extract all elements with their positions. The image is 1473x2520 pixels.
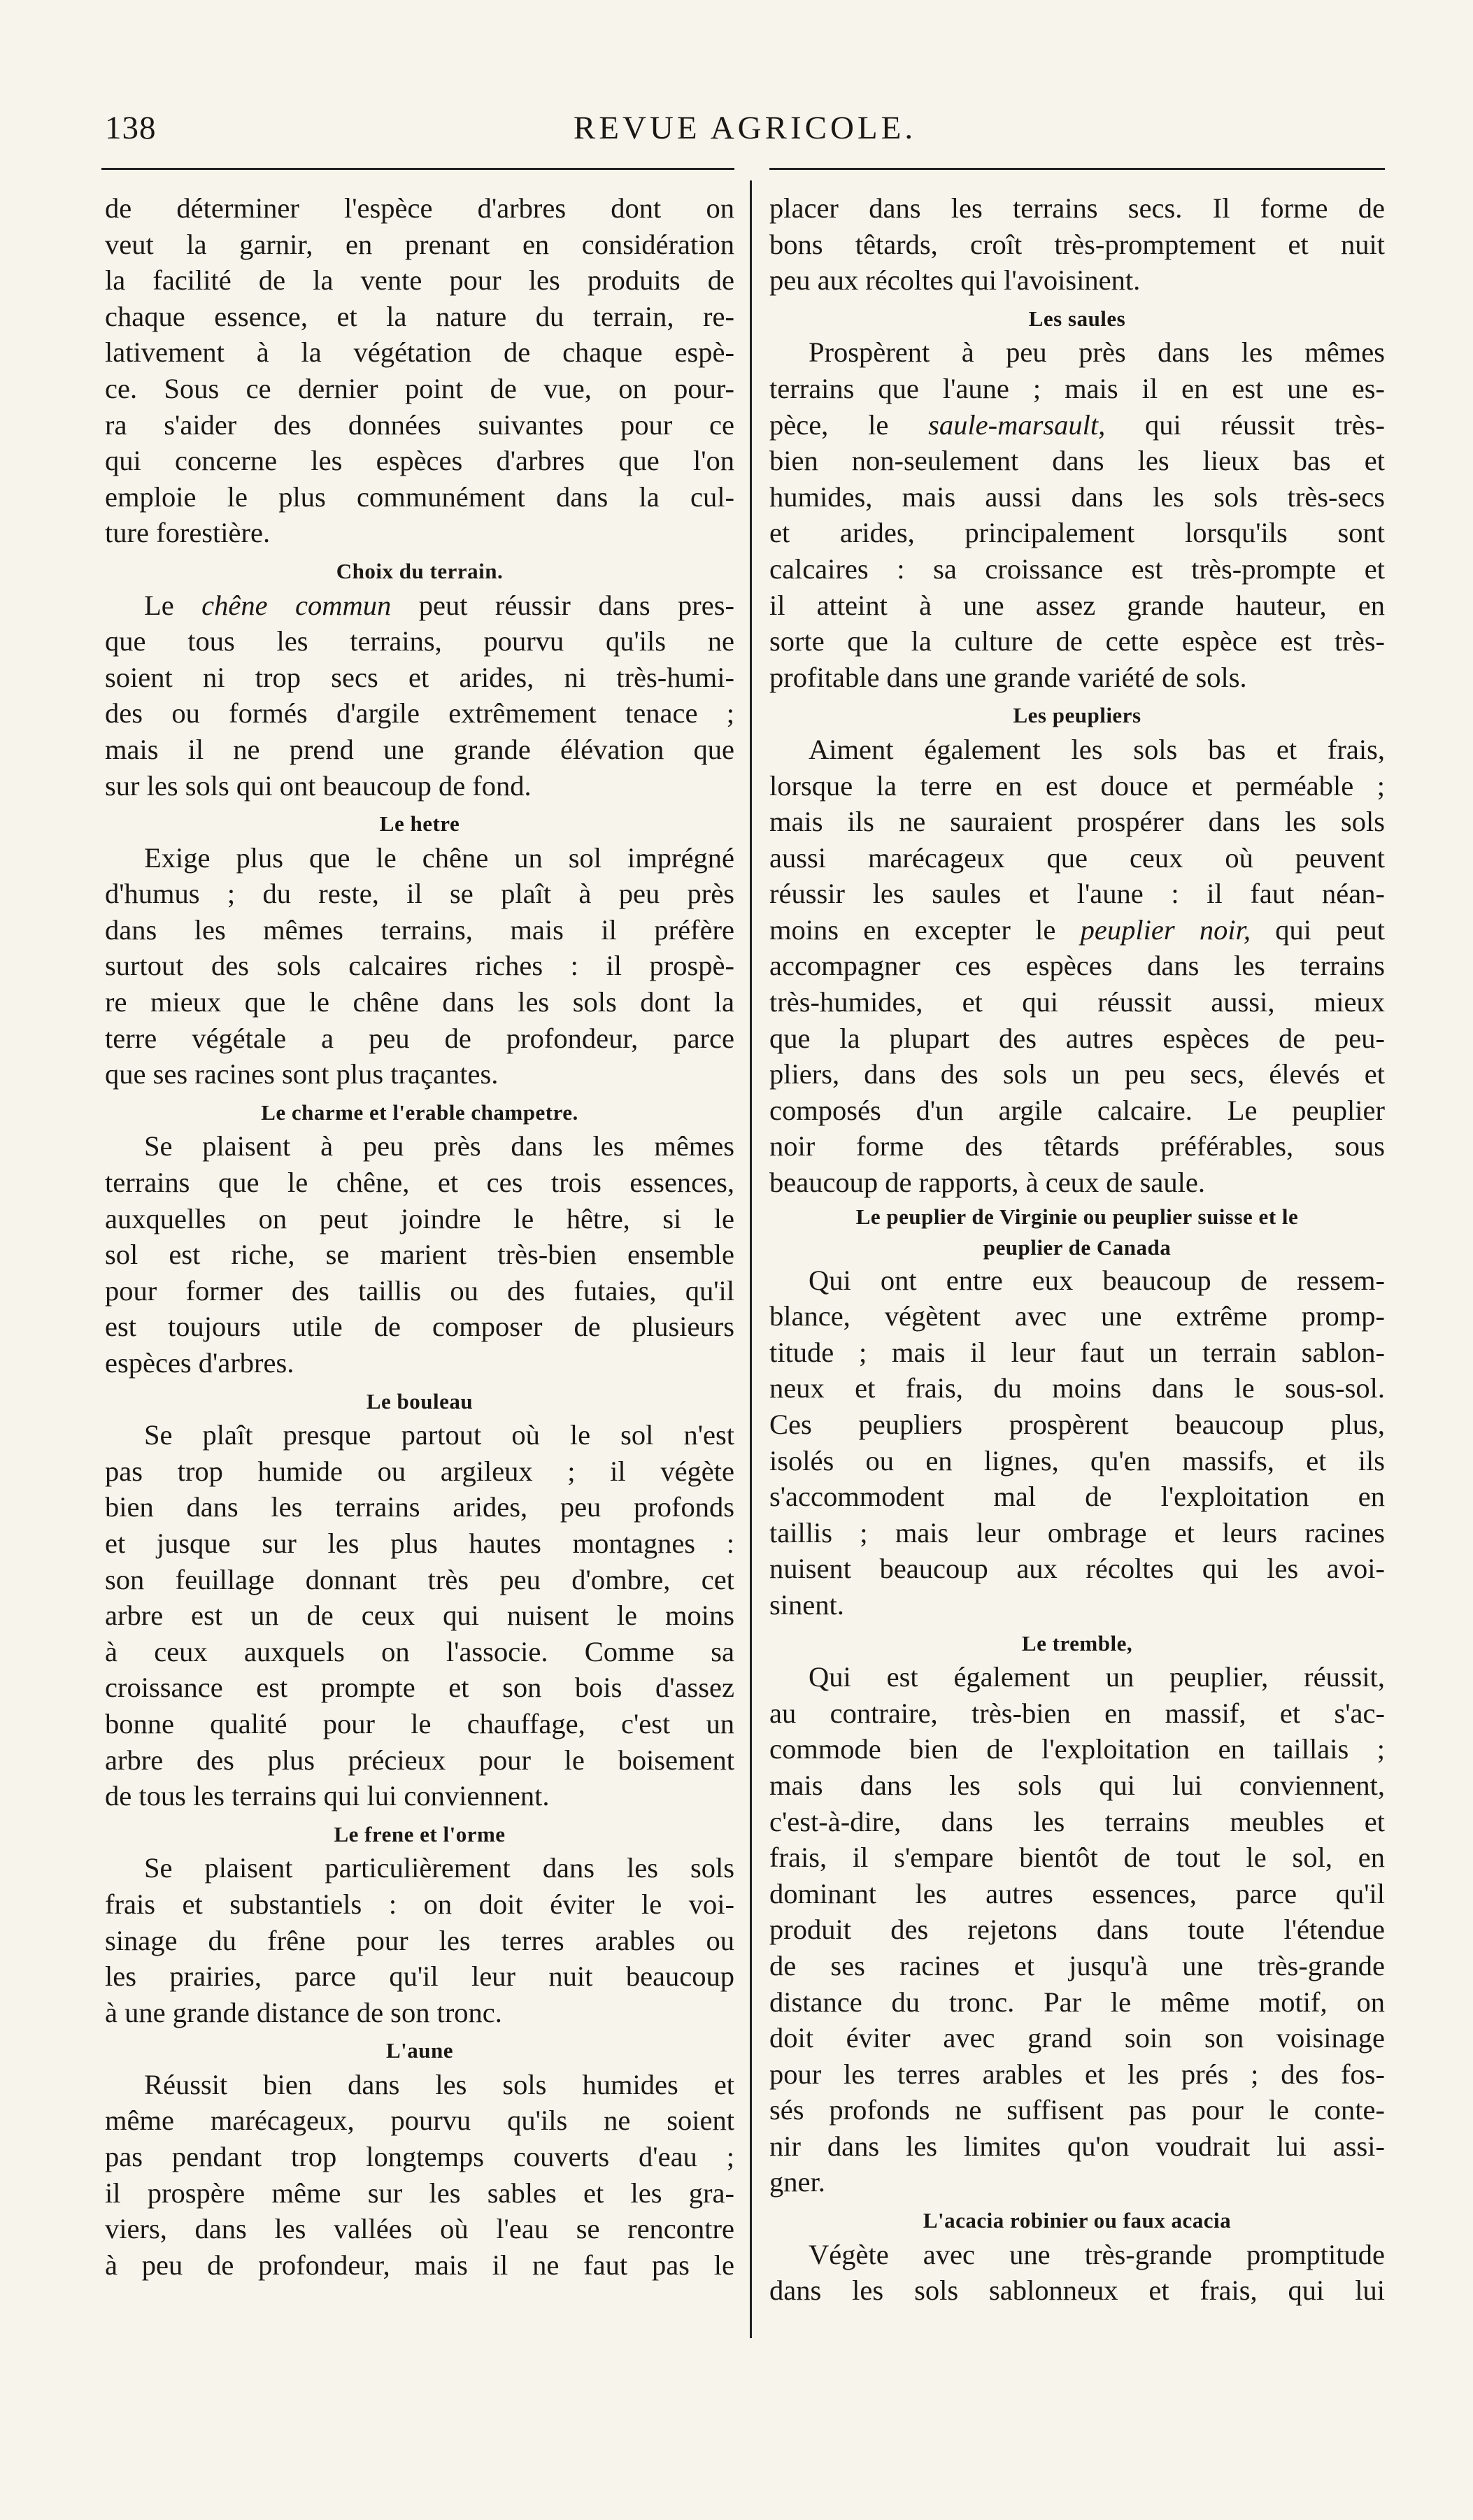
text-line: calcaires : sa croissance est très-prompte et xyxy=(769,553,1385,585)
text-line: c'est-à-dire, dans les terrains meubles et xyxy=(769,1805,1385,1837)
text-line: les prairies, parce qu'il leur nuit beaucoup xyxy=(105,1960,734,1993)
text-line: bien non-seulement dans les lieux bas et xyxy=(769,445,1385,477)
section-heading: Le bouleau xyxy=(366,1388,474,1414)
text-line: humides, mais aussi dans les sols très-secs xyxy=(769,480,1385,513)
text-line: titude ; mais il leur faut un terrain sablon- xyxy=(769,1336,1385,1368)
text-line: nuisent beaucoup aux récoltes qui les avoi- xyxy=(769,1553,1385,1585)
text-line: mais dans les sols qui lui conviennent, xyxy=(769,1769,1385,1801)
text-line: pèce, le saule-marsault, qui réussit très- xyxy=(769,408,1385,441)
text-line: au contraire, très-bien en massif, et s'ac- xyxy=(769,1697,1385,1729)
text-line: d'humus ; du reste, il se plaît à peu près xyxy=(105,878,734,910)
text-line: croissance est prompte et son bois d'assez xyxy=(105,1672,734,1704)
header-rule-right xyxy=(769,168,1385,170)
text-line: sinage du frêne pour les terres arables ou xyxy=(105,1924,734,1956)
text-line: Qui est également un peuplier, réussit, xyxy=(809,1661,1385,1693)
text-line: mais ils ne sauraient prospérer dans les sols xyxy=(769,806,1385,838)
text-line: pliers, dans des sols un peu secs, élevés et xyxy=(769,1058,1385,1090)
header-rule-left xyxy=(101,168,734,170)
italic-term: chêne commun xyxy=(201,589,392,621)
text-line: lativement à la végétation de chaque espè- xyxy=(105,336,734,369)
text-line: viers, dans les vallées où l'eau se rencontre xyxy=(105,2213,734,2245)
text-line: gner. xyxy=(769,2166,825,2198)
right-column xyxy=(769,190,1385,2309)
section-heading: Les peupliers xyxy=(1013,703,1141,728)
text-line: il prospère même sur les sables et les gra- xyxy=(105,2177,734,2209)
text-line: doit éviter avec grand soin son voisinage xyxy=(769,2022,1385,2054)
text-line: auxquelles on peut joindre le hêtre, si le xyxy=(105,1202,734,1234)
text-line: re mieux que le chêne dans les sols dont la xyxy=(105,986,734,1018)
text-line: commode bien de l'exploitation en taillais ; xyxy=(769,1733,1385,1765)
text-line: de déterminer l'espèce d'arbres dont on xyxy=(105,192,734,224)
text-line: mais il ne prend une grande élévation que xyxy=(105,733,734,765)
text-line: des ou formés d'argile extrêmement tenace ; xyxy=(105,697,734,729)
running-head: REVUE AGRICOLE. xyxy=(573,110,917,146)
text-line: que ses racines sont plus traçantes. xyxy=(105,1058,499,1090)
text-line: blance, végètent avec une extrême promp- xyxy=(769,1300,1385,1332)
text-line: composés d'un argile calcaire. Le peuplier xyxy=(769,1094,1385,1126)
text-line: que tous les terrains, pourvu qu'ils ne xyxy=(105,625,734,657)
text-line: sinent. xyxy=(769,1588,844,1621)
text-line: Aiment également les sols bas et frais, xyxy=(809,733,1385,765)
text-line: à une grande distance de son tronc. xyxy=(105,1996,502,2028)
section-heading: L'acacia robinier ou faux acacia xyxy=(923,2208,1232,2233)
section-heading: Les saules xyxy=(1028,306,1126,331)
column-divider xyxy=(750,180,752,2338)
text-line: sur les sols qui ont beaucoup de fond. xyxy=(105,769,532,802)
text-line: pas trop humide ou argileux ; il végète xyxy=(105,1455,734,1487)
text-line: Se plaisent particulièrement dans les sols xyxy=(144,1852,734,1884)
text-line: beaucoup de rapports, à ceux de saule. xyxy=(769,1167,1205,1199)
text-line: sol est riche, se marient très-bien ensemble xyxy=(105,1239,734,1271)
text-line: il atteint à une assez grande hauteur, en xyxy=(769,589,1385,621)
section-heading: Le charme et l'erable champetre. xyxy=(261,1099,578,1125)
text-line: ce. Sous ce dernier point de vue, on pour- xyxy=(105,372,734,404)
section-heading: L'aune xyxy=(385,2038,454,2063)
text-line: terre végétale a peu de profondeur, parce xyxy=(105,1022,734,1054)
text-line: Prospèrent à peu près dans les mêmes xyxy=(809,336,1385,369)
text-line: surtout des sols calcaires riches : il prospè- xyxy=(105,950,734,982)
text-line: Végète avec une très-grande promptitude xyxy=(809,2238,1385,2270)
page-header xyxy=(105,104,1385,152)
section-heading: Choix du terrain. xyxy=(336,558,504,583)
text-line: pour les terres arables et les prés ; des fos- xyxy=(769,2058,1385,2090)
text-line: ra s'aider des données suivantes pour ce xyxy=(105,408,734,441)
text-line: dans les sols sablonneux et frais, qui lui xyxy=(769,2275,1385,2307)
text-line: terrains que le chêne, et ces trois essences, xyxy=(105,1167,734,1199)
text-line: bien dans les terrains arides, peu profonds xyxy=(105,1491,734,1523)
text-line: espèces d'arbres. xyxy=(105,1347,294,1379)
text-line: qui concerne les espèces d'arbres que l'on xyxy=(105,445,734,477)
text-line: aussi marécageux que ceux où peuvent xyxy=(769,841,1385,874)
text-line: moins en excepter le peuplier noir, qui peut xyxy=(769,913,1385,946)
text-line: Réussit bien dans les sols humides et xyxy=(144,2068,734,2100)
text-line: très-humides, et qui réussit aussi, mieux xyxy=(769,986,1385,1018)
text-line: ture forestière. xyxy=(105,517,271,549)
text-line: Ces peupliers prospèrent beaucoup plus, xyxy=(769,1409,1385,1440)
text-line: soient ni trop secs et arides, ni très-humi- xyxy=(105,661,734,693)
italic-term: peuplier noir, xyxy=(1080,913,1251,946)
page-number: 138 xyxy=(105,110,157,146)
text-line: produit des rejetons dans toute l'étendue xyxy=(769,1914,1385,1946)
text-line: Qui ont entre eux beaucoup de ressem- xyxy=(809,1264,1385,1296)
text-line: isolés ou en lignes, qu'en massifs, et ils xyxy=(769,1444,1385,1476)
text-line: à peu de profondeur, mais il ne faut pas le xyxy=(105,2249,734,2281)
section-heading: Le frene et l'orme xyxy=(334,1821,506,1846)
text-line: son feuillage donnant très peu d'ombre, cet xyxy=(105,1563,734,1595)
text-line: veut la garnir, en prenant en considération xyxy=(105,228,734,260)
section-heading: Le hetre xyxy=(379,811,460,837)
section-heading: Le peuplier de Virginie ou peuplier suisse et le xyxy=(855,1204,1299,1229)
text-line: dans les mêmes terrains, mais il préfère xyxy=(105,913,734,946)
text-line: s'accommodent mal de l'exploitation en xyxy=(769,1481,1385,1513)
text-line: placer dans les terrains secs. Il forme de xyxy=(769,192,1385,224)
text-line: terrains que l'aune ; mais il en est une es- xyxy=(769,372,1385,404)
text-line: emploie le plus communément dans la cul- xyxy=(105,480,734,513)
text-line: lorsque la terre en est douce et perméable ; xyxy=(769,769,1385,802)
text-line: frais et substantiels : on doit éviter le voi- xyxy=(105,1888,734,1920)
text-line: taillis ; mais leur ombrage et leurs racines xyxy=(769,1516,1385,1549)
text-line: Se plaît presque partout où le sol n'est xyxy=(144,1419,734,1451)
text-line: est toujours utile de composer de plusieurs xyxy=(105,1311,734,1343)
text-line: pour former des taillis ou des futaies, qu'il xyxy=(105,1274,734,1307)
text-line: que la plupart des autres espèces de peu- xyxy=(769,1022,1385,1054)
text-line: neux et frais, du moins dans le sous-sol. xyxy=(769,1372,1385,1404)
text-line: et arides, principalement lorsqu'ils sont xyxy=(769,517,1385,549)
text-line: et jusque sur les plus hautes montagnes : xyxy=(105,1527,734,1559)
text-line: à ceux auxquels on l'associe. Comme sa xyxy=(105,1635,734,1667)
text-line: la facilité de la vente pour les produits de xyxy=(105,264,734,297)
text-line: profitable dans une grande variété de sols. xyxy=(769,661,1247,693)
text-line: de ses racines et jusqu'à une très-grande xyxy=(769,1949,1385,1981)
text-line: noir forme des têtards préférables, sous xyxy=(769,1130,1385,1162)
text-line: bonne qualité pour le chauffage, c'est un xyxy=(105,1707,734,1739)
text-line: chaque essence, et la nature du terrain, re- xyxy=(105,300,734,332)
text-line: frais, il s'empare bientôt de tout le sol, en xyxy=(769,1842,1385,1874)
text-line: dominant les autres essences, parce qu'il xyxy=(769,1877,1385,1909)
text-line: sorte que la culture de cette espèce est très- xyxy=(769,625,1385,657)
text-line: bons têtards, croît très-promptement et nuit xyxy=(769,228,1385,260)
text-line: réussir les saules et l'aune : il faut néan- xyxy=(769,878,1385,910)
text-line: peu aux récoltes qui l'avoisinent. xyxy=(769,264,1141,297)
text-line: Le chêne commun peut réussir dans pres- xyxy=(144,589,734,621)
text-line: distance du tronc. Par le même motif, on xyxy=(769,1986,1385,2018)
text-line: accompagner ces espèces dans les terrains xyxy=(769,950,1385,982)
italic-term: saule-marsault, xyxy=(928,408,1106,441)
text-line: arbre est un de ceux qui nuisent le moins xyxy=(105,1600,734,1632)
text-line: même marécageux, pourvu qu'ils ne soient xyxy=(105,2105,734,2137)
text-line: arbre des plus précieux pour le boisement xyxy=(105,1744,734,1776)
text-line: Exige plus que le chêne un sol imprégné xyxy=(144,841,734,874)
text-line: nir dans les limites qu'on voudrait lui assi- xyxy=(769,2130,1385,2162)
text-line: de tous les terrains qui lui conviennent. xyxy=(105,1780,550,1812)
section-heading: peuplier de Canada xyxy=(983,1234,1172,1260)
section-heading: Le tremble, xyxy=(1021,1630,1133,1656)
text-line: Se plaisent à peu près dans les mêmes xyxy=(144,1130,734,1162)
text-line: sés profonds ne suffisent pas pour le conte- xyxy=(769,2094,1385,2126)
text-line: pas pendant trop longtemps couverts d'eau ; xyxy=(105,2141,734,2173)
left-column xyxy=(105,190,734,2283)
